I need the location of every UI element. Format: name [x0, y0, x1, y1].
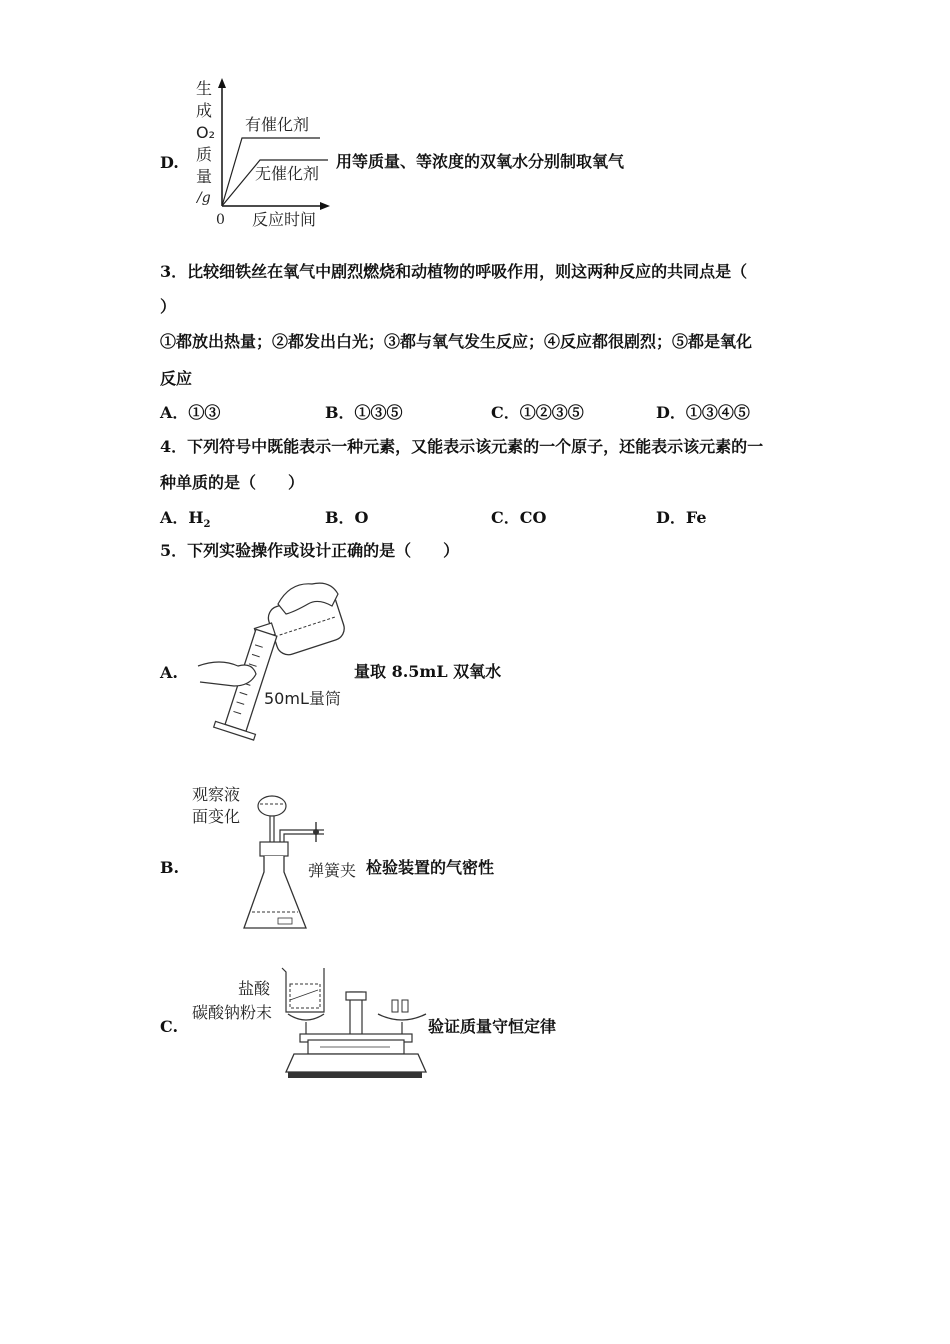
option-caption: 用等质量、等浓度的双氧水分别制取氧气 — [336, 152, 625, 171]
q4-stem-line2: 种单质的是（ ） — [160, 473, 305, 492]
y-label-char: 生 — [196, 79, 213, 98]
q3-option-c[interactable]: C．①②③⑤ — [491, 403, 584, 422]
q3-statements-line1: ①都放出热量；②都发出白光；③都与氧气发生反应；④反应都很剧烈；⑤都是氧化 — [160, 332, 753, 351]
balance-apparatus-figure — [190, 960, 430, 1085]
q4-stem-line1: 4．下列符号中既能表示一种元素，又能表示该元素的一个原子，还能表示该元素的一 — [160, 437, 764, 456]
q3-option-a[interactable]: A．①③ — [160, 403, 221, 422]
q5-stem: 5．下列实验操作或设计正确的是（ ） — [160, 541, 460, 560]
q4-option-c[interactable]: C．CO — [491, 508, 547, 527]
label-without-catalyst: 无催化剂 — [255, 164, 320, 183]
q5-option-a-caption: 量取 8.5mL 双氧水 — [354, 662, 502, 681]
label-hydrochloric-acid: 盐酸 — [238, 979, 271, 998]
q4-option-b[interactable]: B．O — [325, 508, 369, 527]
q5-option-b-caption: 检验装置的气密性 — [366, 858, 495, 877]
label-sodium-carbonate-powder: 碳酸钠粉末 — [192, 1003, 273, 1022]
q4-option-d[interactable]: D．Fe — [656, 508, 707, 527]
q5-option-a-letter[interactable]: A. — [160, 663, 178, 682]
label-with-catalyst: 有催化剂 — [245, 115, 310, 134]
o2-mass-vs-time-graph — [190, 78, 340, 233]
label-spring-clip: 弹簧夹 — [308, 861, 357, 880]
x-axis-label: 反应时间 — [252, 210, 317, 229]
q3-option-b[interactable]: B．①③⑤ — [325, 403, 403, 422]
y-label-char: O₂ — [196, 123, 216, 142]
q3-statements-line2: 反应 — [160, 369, 193, 388]
y-label-char: 成 — [196, 101, 213, 120]
y-axis-arrow — [218, 78, 226, 88]
y-label-char: 质 — [196, 145, 213, 164]
option-letter: D. — [160, 153, 179, 172]
x-axis-arrow — [320, 202, 330, 210]
q5-option-b-letter[interactable]: B. — [160, 858, 180, 877]
q3-stem-line1: 3．比较细铁丝在氧气中剧烈燃烧和动植物的呼吸作用，则这两种反应的共同点是（ — [160, 262, 748, 281]
q5-option-c-caption: 验证质量守恒定律 — [428, 1017, 557, 1036]
graduated-cylinder-pouring-figure — [190, 570, 360, 740]
q3-stem-line2: ） — [160, 297, 177, 316]
cylinder-label: 50mL量筒 — [264, 689, 341, 708]
y-label-unit: /g — [197, 190, 211, 206]
q5-option-c-letter[interactable]: C. — [160, 1017, 179, 1036]
q3-option-d[interactable]: D．①③④⑤ — [656, 403, 750, 422]
q4-option-a[interactable]: A．$H_2$ — [160, 508, 211, 531]
label-observe-2: 面变化 — [192, 807, 241, 826]
airtightness-apparatus-figure — [188, 780, 368, 940]
label-observe-1: 观察液 — [192, 785, 241, 804]
origin-label: 0 — [216, 212, 225, 228]
y-label-char: 量 — [196, 167, 213, 186]
